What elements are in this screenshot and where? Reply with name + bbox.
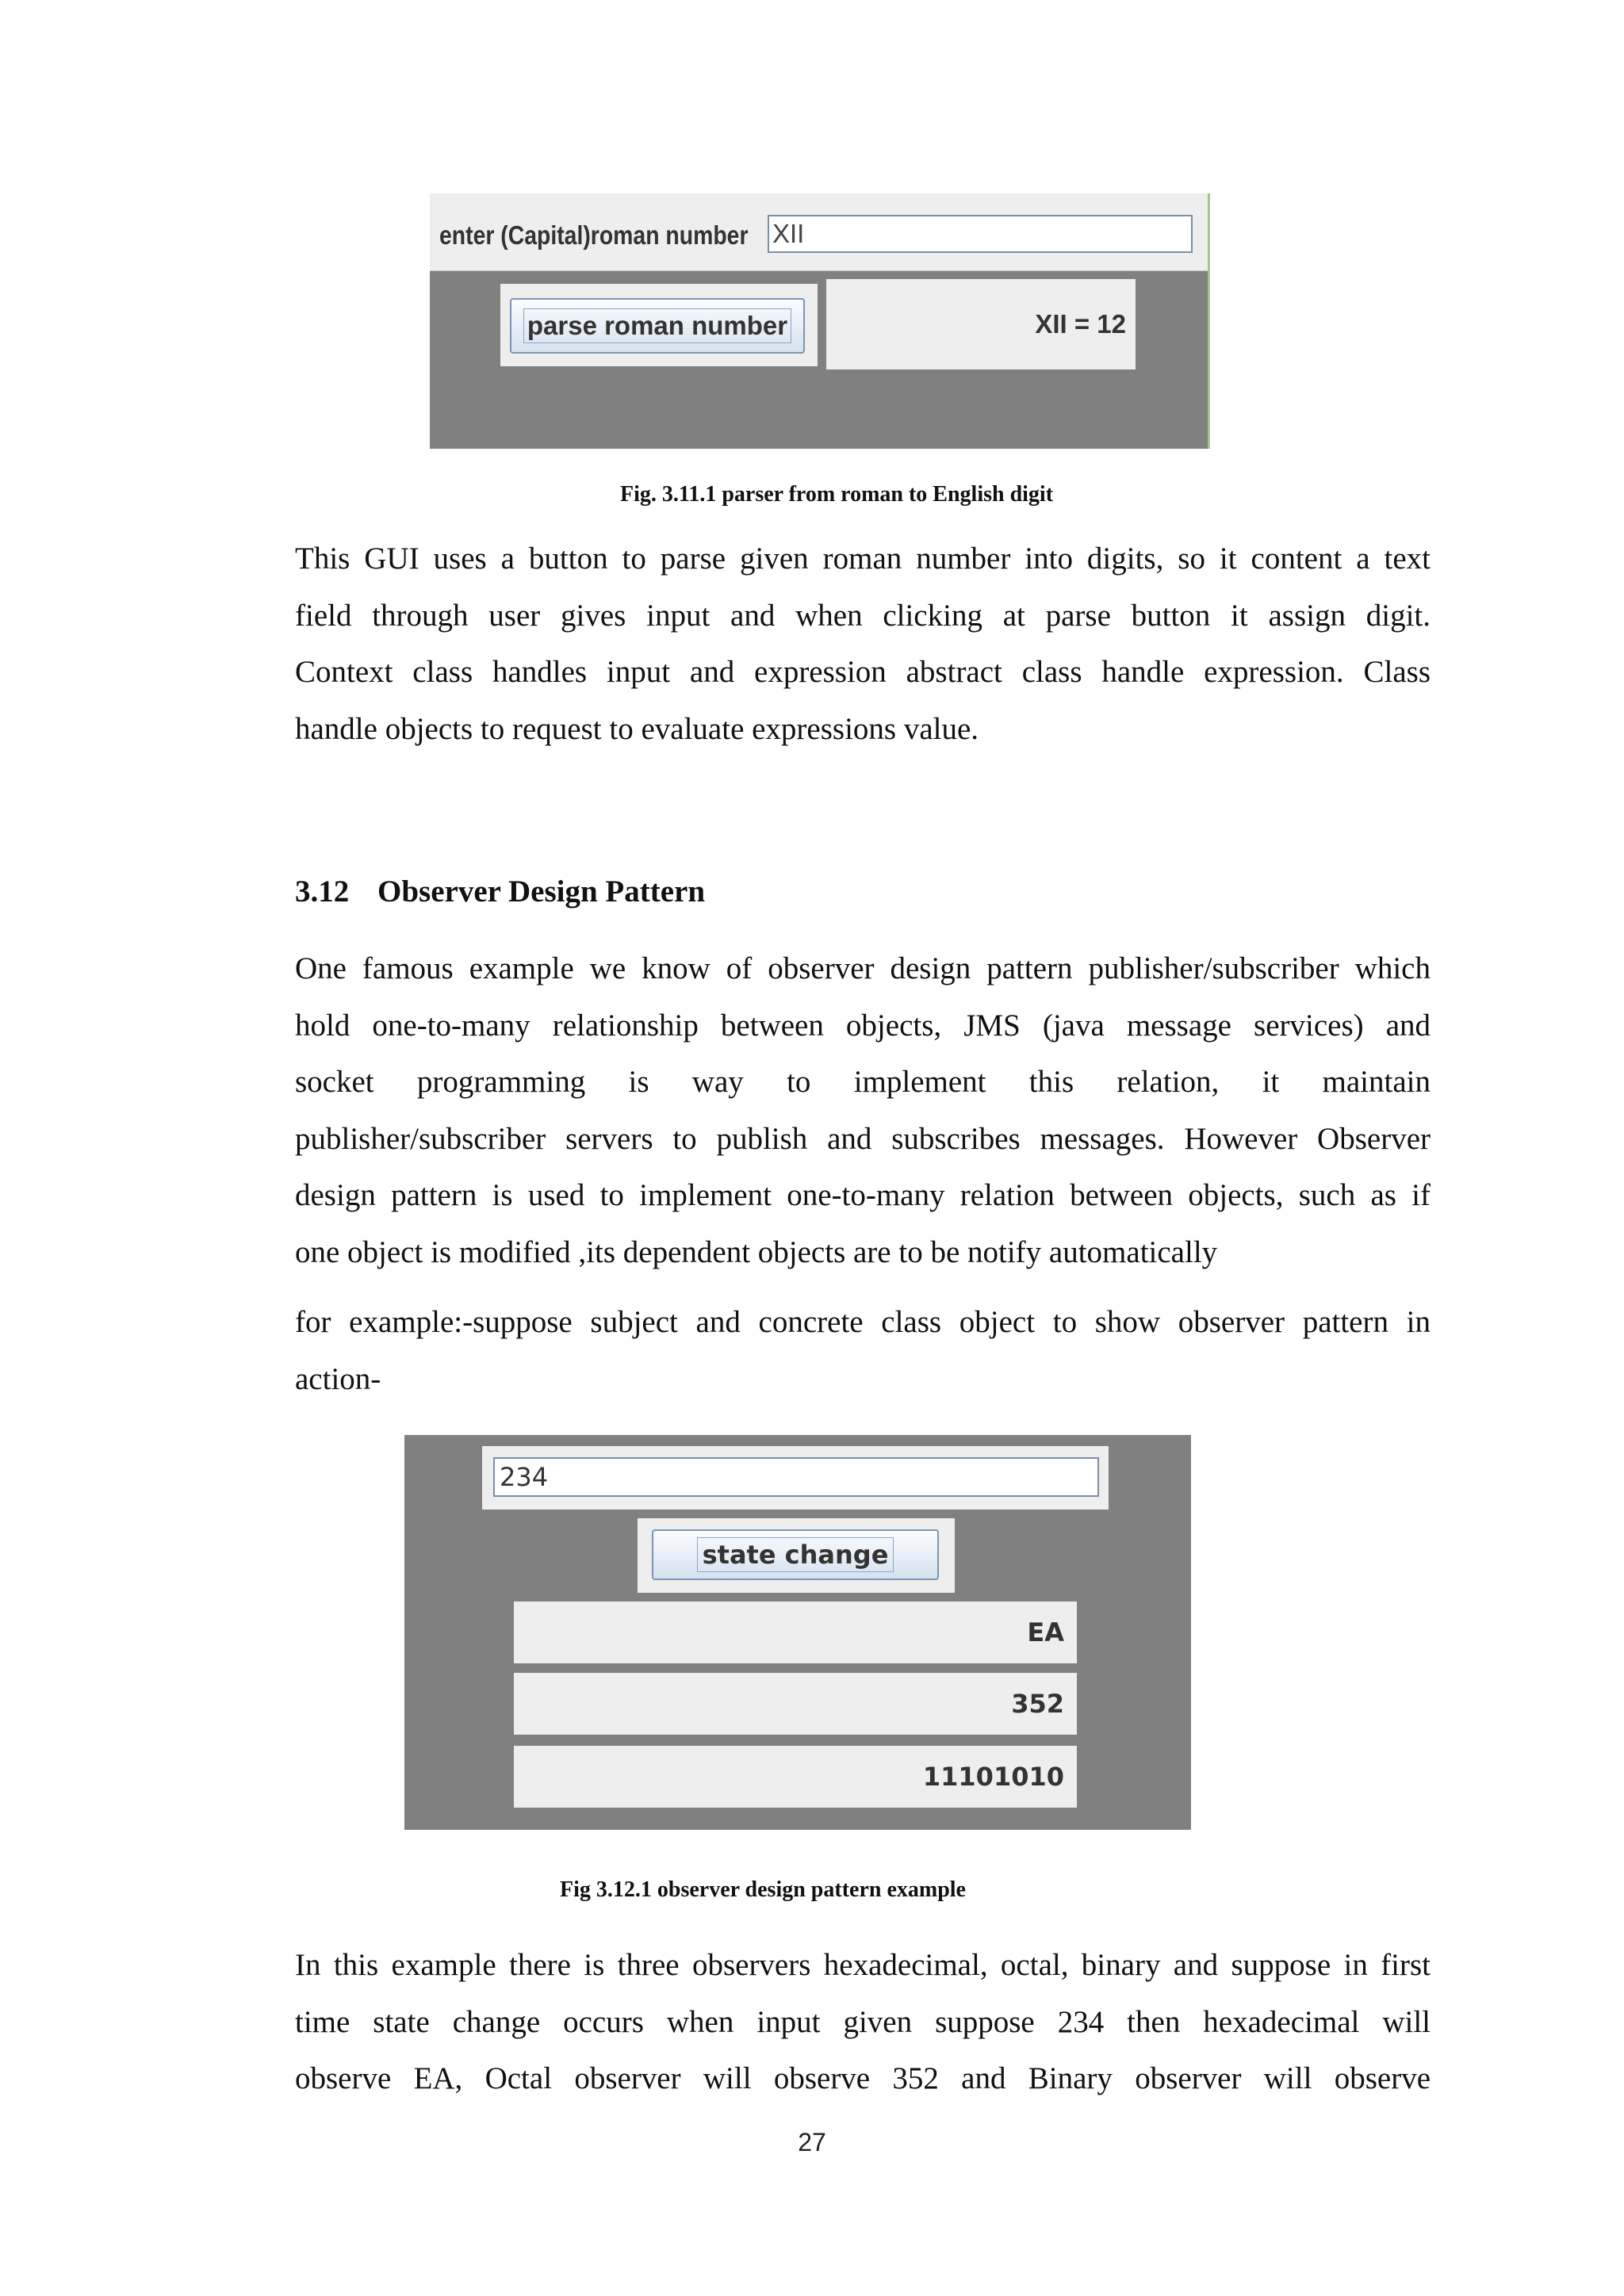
- text-line: design pattern is used to implement one-to-many relation between objects, such as if: [295, 1178, 1431, 1212]
- hex-observer-output: EA: [514, 1601, 1077, 1663]
- state-input[interactable]: 234: [493, 1457, 1099, 1497]
- roman-number-input[interactable]: XII: [768, 215, 1193, 253]
- paragraph-observer-explanation: [295, 1937, 1431, 2107]
- figure2-caption: Fig 3.12.1 observer design pattern example: [560, 1877, 966, 1902]
- section-title: Observer Design Pattern: [377, 874, 706, 909]
- figure1-caption: Fig. 3.11.1 parser from roman to English digit: [620, 482, 1054, 507]
- input-row: [430, 193, 1208, 271]
- paragraph-roman-description: [295, 530, 1431, 757]
- text-line: hold one-to-many relationship between objects, JMS (java message services) and: [295, 1008, 1431, 1043]
- page-number: 27: [798, 2128, 826, 2156]
- roman-parser-figure: [430, 193, 1210, 449]
- text-line: handle objects to request to evaluate expressions value.: [295, 711, 979, 746]
- binary-observer-output: 11101010: [514, 1746, 1077, 1808]
- text-line: socket programming is way to implement this relation, it maintain: [295, 1065, 1431, 1099]
- section-number: 3.12: [295, 874, 350, 909]
- text-line: In this example there is three observers hexadecimal, octal, binary and suppose in first: [295, 1948, 1431, 1982]
- observer-figure: [404, 1435, 1191, 1830]
- state-input-panel: [482, 1446, 1109, 1510]
- text-line: for example:-suppose subject and concrete class object to show observer pattern in: [295, 1305, 1431, 1339]
- octal-observer-output: 352: [514, 1673, 1077, 1735]
- text-line: action-: [295, 1361, 381, 1396]
- text-line: time state change occurs when input given suppose 234 then hexadecimal will: [295, 2004, 1431, 2039]
- text-line: one object is modified ,its dependent objects are to be notify automatically: [295, 1234, 1218, 1269]
- text-line: field through user gives input and when clicking at parse button it assign digit.: [295, 598, 1431, 633]
- paragraph-observer-intro: [295, 940, 1431, 1280]
- text-line: One famous example we know of observer design pattern publisher/subscriber which: [295, 951, 1431, 985]
- parse-button-panel: [500, 284, 818, 366]
- text-line: publisher/subscriber servers to publish and subscribes messages. However Observer: [295, 1121, 1431, 1156]
- parse-result-label: XII = 12: [826, 279, 1136, 369]
- text-line: Context class handles input and expression abstract class handle expression. Class: [295, 655, 1431, 689]
- section-heading: [295, 874, 705, 909]
- state-button-panel: [638, 1518, 955, 1593]
- parse-roman-button[interactable]: [510, 298, 805, 354]
- state-change-label: state change: [697, 1537, 894, 1572]
- text-line: observe EA, Octal observer will observe 352 and Binary observer will observe: [295, 2061, 1431, 2095]
- state-change-button[interactable]: [652, 1529, 939, 1580]
- parse-button-label: parse roman number: [523, 308, 791, 343]
- text-line: This GUI uses a button to parse given roman number into digits, so it content a text: [295, 541, 1431, 576]
- paragraph-example-intro: [295, 1294, 1431, 1407]
- roman-input-label: enter (Capital)roman number: [439, 220, 749, 250]
